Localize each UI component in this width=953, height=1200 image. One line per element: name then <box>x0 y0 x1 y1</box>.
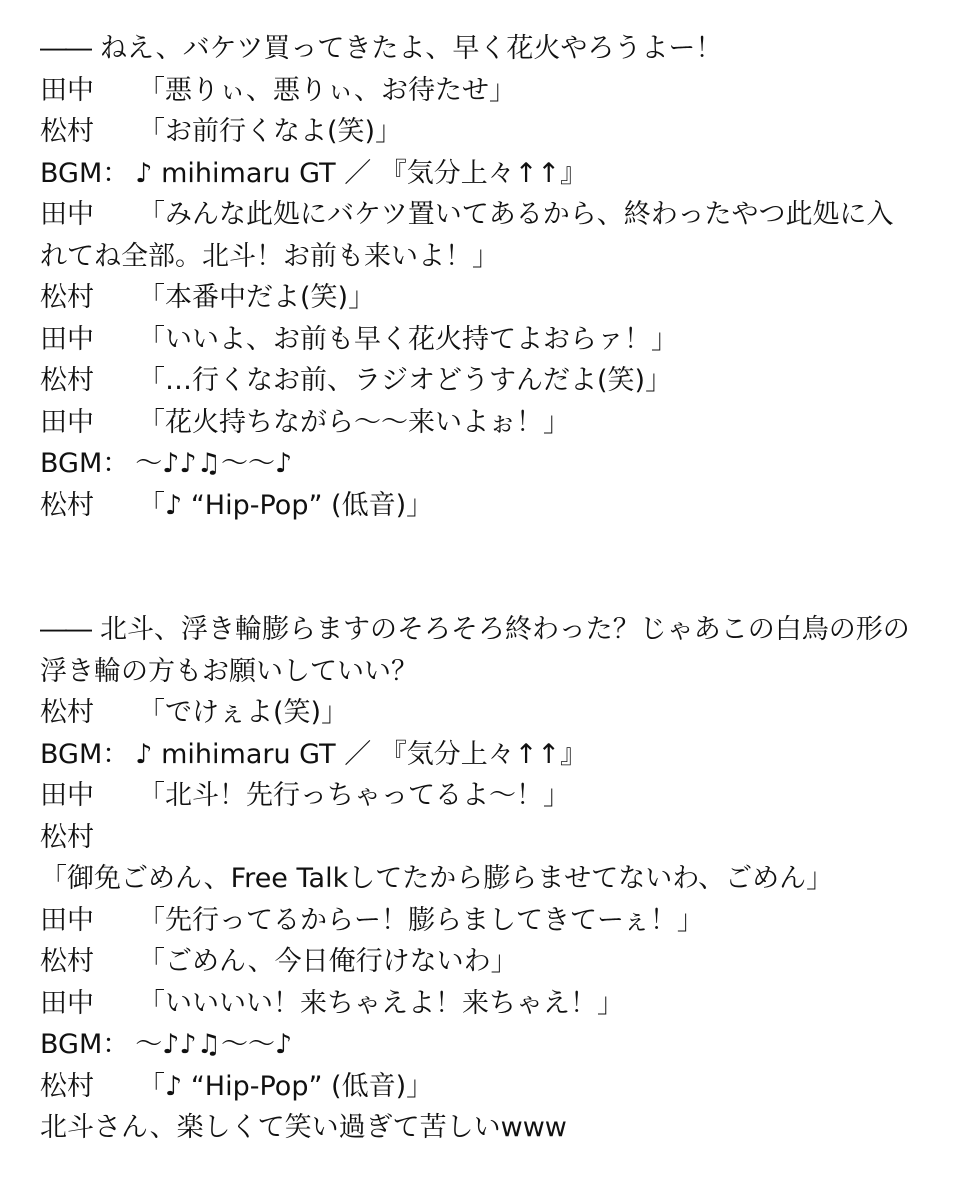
section-spacer <box>40 526 920 609</box>
bgm-label: BGM： <box>40 157 130 189</box>
dialogue-line <box>40 775 920 817</box>
bgm-label: BGM： <box>40 1029 130 1060</box>
speaker-name: 松村 <box>40 1070 94 1102</box>
speaker-name: 田中 <box>40 74 94 106</box>
speech-text: 「♪ “Hip-Pop” (低音)」 <box>138 489 434 521</box>
speech-text: 「みんな此処にバケツ置いてあるから、終わったやつ此処に入れてね全部。北斗！お前も来いよ！」 <box>40 199 894 272</box>
dialogue-line <box>40 277 920 319</box>
speaker-name: 松村 <box>40 697 94 728</box>
speaker-name: 松村 <box>40 821 94 853</box>
speech-text: 「ごめん、今日俺行けないわ」 <box>138 946 518 977</box>
speaker-name: 松村 <box>40 946 94 977</box>
speech-text: 「…行くなお前、ラジオどうすんだよ(笑)」 <box>138 365 673 396</box>
dialogue-line <box>40 485 920 527</box>
speech-text: 「北斗！先行っちゃってるよ〜！」 <box>138 780 570 811</box>
speech-text: 「花火持ちながら〜〜来いよぉ！」 <box>138 406 570 438</box>
speaker-name: 田中 <box>40 987 94 1019</box>
closing-line <box>40 1107 920 1149</box>
speech-text: 「御免ごめん、Free Talkしてたから膨らませてないわ、ごめん」 <box>40 863 834 894</box>
dialogue-line <box>40 70 920 112</box>
speaker-name: 松村 <box>40 489 94 521</box>
dialogue-line <box>40 692 920 734</box>
bgm-label: BGM： <box>40 738 130 770</box>
speaker-name: 松村 <box>40 116 94 147</box>
speech-text: 「悪りぃ、悪りぃ、お待たせ」 <box>138 74 516 106</box>
bgm-text: ♪ mihimaru GT ／ 『気分上々↑↑』 <box>135 738 588 770</box>
dialogue-line <box>40 111 920 153</box>
bgm-text: 〜♪♪♫〜〜♪ <box>135 448 293 479</box>
speech-text: 「いいよ、お前も早く花火持てよおらァ！」 <box>138 323 678 355</box>
speech-text: 「♪ “Hip-Pop” (低音)」 <box>138 1070 434 1102</box>
dialogue-line <box>40 817 920 900</box>
speech-text: 「でけぇよ(笑)」 <box>138 697 349 728</box>
em-dash: ―― <box>40 33 90 64</box>
speaker-name: 田中 <box>40 199 94 230</box>
speech-text: 「本番中だよ(笑)」 <box>138 282 376 313</box>
bgm-text: ♪ mihimaru GT ／ 『気分上々↑↑』 <box>135 157 588 189</box>
speaker-name: 松村 <box>40 282 94 313</box>
dialogue-line <box>40 194 920 277</box>
dialogue-line <box>40 983 920 1025</box>
bgm-line <box>40 153 920 195</box>
bgm-line <box>40 443 920 485</box>
transcript-document <box>40 28 920 1149</box>
speaker-name: 田中 <box>40 406 94 438</box>
speaker-name: 田中 <box>40 323 94 355</box>
speaker-name: 松村 <box>40 365 94 396</box>
narration-line <box>40 609 920 692</box>
closing-text: 北斗さん、楽しくて笑い過ぎて苦しいwww <box>40 1112 567 1143</box>
dialogue-line <box>40 402 920 444</box>
bgm-line <box>40 1024 920 1066</box>
bgm-label: BGM： <box>40 448 130 479</box>
speaker-name: 田中 <box>40 780 94 811</box>
speaker-name: 田中 <box>40 904 94 936</box>
dialogue-line <box>40 941 920 983</box>
narration-text: ねえ、バケツ買ってきたよ、早く花火やろうよー！ <box>100 33 723 64</box>
dialogue-line <box>40 1066 920 1108</box>
narration-line <box>40 28 920 70</box>
bgm-text: 〜♪♪♫〜〜♪ <box>135 1029 293 1060</box>
narration-text: 北斗、浮き輪膨らますのそろそろ終わった？じゃあこの白鳥の形の浮き輪の方もお願いしていい？ <box>40 614 910 687</box>
speech-text: 「お前行くなよ(笑)」 <box>138 116 403 147</box>
dialogue-line <box>40 319 920 361</box>
bgm-line <box>40 734 920 776</box>
dialogue-line <box>40 900 920 942</box>
speech-text: 「いいいい！来ちゃえよ！来ちゃえ！」 <box>138 987 624 1019</box>
dialogue-line <box>40 360 920 402</box>
em-dash: ―― <box>40 614 90 645</box>
speech-text: 「先行ってるからー！膨らましてきてーぇ！」 <box>138 904 704 936</box>
